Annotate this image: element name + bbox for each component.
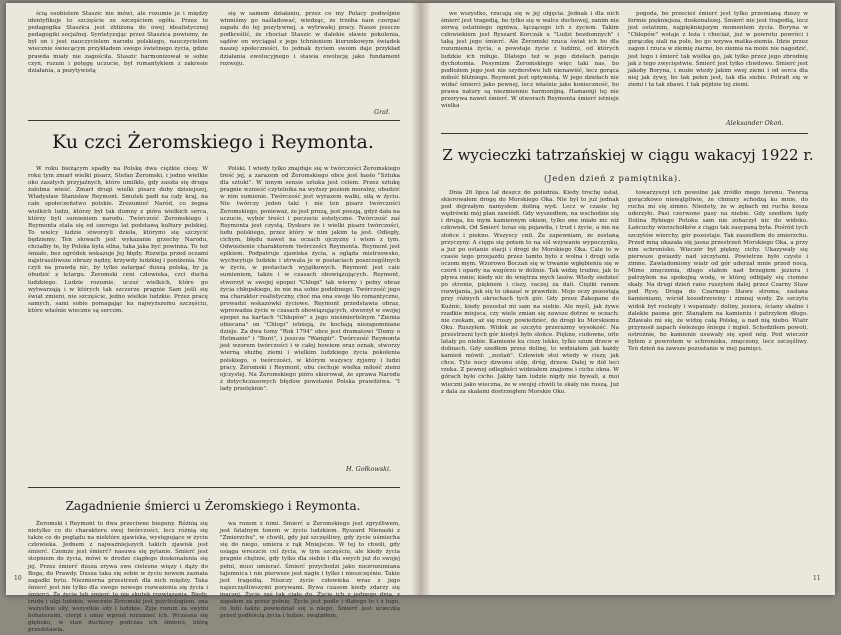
article1-title: Ku czci Żeromskiego i Reymonta.	[52, 131, 374, 153]
article2-col1	[28, 521, 208, 634]
left-top-text-col2	[220, 11, 400, 87]
right-top-text-col1-body: we wszystko, rzucają się w jej objęcia. Jednak i dla nich śmierć jest tragedią, bo tylko się w walce duchowej, zanim nie zerwą ostatniego ogniwa, łączącego ich z życiem. Takim człowiekiem jest Ryszard Korczak u "Ludzi bezdomnych" i taką jest jego śmierć. Ale Żeromski rzuca świat ich bo dla rozumienia życia, a powstaje życie z ludźmi, od których ludzkie ich miłuje. Dlatego też w jego dziełach panuje dychotomia. Pesymizm Żeromskiego więc taki nas, bo podłożem jego jest nie szyderstwo lub nienawiść, lecz gorąca miłość bliźniego. Reymont jest optymistą. W jego dziełach nie widać śmierci jako pewnej, lecz właśnie jako konieczność, bo prawa natury są niezmiennie harmonijną. Hamaonji tej nie przerywa nawet śmierć. W utworach Reymonta śmierć istnieje wielka	[441, 11, 619, 110]
left-page-number: 10	[14, 575, 22, 582]
trip-title: Z wycieczki tatrzańskiej w ciągu wakacyj 1922 r.	[442, 146, 814, 164]
left-top-text-col1-body: ścią osobistem Staszic nie mówi, ale rozumie je i między identyfikuje to szczęście ze szczęściem ogółu. Przez to pedagogika Staszica jest zbliżona do owej idealistycznej pedagogiki socjalnej. Syntetyzując przez Staszica powiemy, że był on i jest nauczycielem narodu polskiego, nauczycielem wiecznie świecącym przykładem swego świetnego życia, gdzie prawda miały nie zagościła. Staszic harmonizował w sobie czyn, rozum i potęgę uczucie, był romantykiem z zakresie działania, a pozytywistą	[28, 11, 208, 74]
left-top-text-col1	[28, 11, 208, 93]
trip-subtitle: (Jeden dzień z pamiętnika).	[544, 173, 682, 183]
article2-title: Zagadnienie śmierci u Żeromskiego i Reymonta.	[65, 499, 361, 513]
right-top-text-col2	[628, 11, 808, 116]
article2-col1-body: Żeromski i Reymont to dwa przeciwne bieguny. Różnią się nietylko co do charakteru swej twórczości, lecz różnią się także co do poglądu na niektóre zjawiska, występujące w życiu człowieka. Jednem z najważniejszych takich zjawisk jest śmierć. Czemże jest śmierć? nasuwa się pytanie. Śmierć jest stopniem do życia, mówi w drodze ciągłego doskonalenia się jej. Przez śmierć dusza zrywa swe cielesne więzy i dąży do Boga, do Prawdy. Dusza taka się sobie w życiu nowem zaznała zagadki bytu. Niezmierna przestrzeń dla nich między. Taka śmierć jest nie tylko dla swego nowego rozważenia się życia i śmierci. Że życie lub śmierć to nie skutek rozwiązania. Biedy, trudu i ulgi ludzkie, wiecznie Żeromski jest psychologiem, zna wszystkie siły, wszystkie siły i ludzkie. Żyje rozum za swymi bohaterami, cierpi i umie wprost rozumieć ich. Wczesna się głęboko, w stan duchowy podczas ich śmierci, którą przedstawia.	[28, 521, 208, 634]
right-page-number: 11	[813, 575, 821, 582]
article2-col2	[220, 521, 400, 620]
left-top-text-col2-body: się w samem działaniu, przez co my Polacy podwójnie winniśmy go naśladować, wiedząc, że trzeba nam czerpać zapału do tej pozytywnej, a wytrwałej pracy. Nasze jeszcze podkreślić, że chociaż Staszic w dalekie sławie pokolenia, sądów on wyciągał z jego tchnieniem kierunkowym świadek naszej społeczności, to jednak życiem swoim daje przykład działania ewolucyjnego i stawia ewolucję jako fundament rozwoju.	[220, 11, 400, 67]
article1-col2-body: Polski. I wtedy tylko znajduje się w twórczości Żeromskiego treść jej, a zarazem od Żeromskiego obce jest hasło "Sztuka dla sztuki". W innym sensie sztuka jest celem. Przez sztukę pragnie wznieść czytelnika na wyższy poziom moralny, obudzić w nim sumienie. Twórczość jest wyrazem walki, siłą w życiu. Nie twórczy jeden taki i nie ten pisarz twórczości Żeromskiego, ponieważ, że jest prozą, jest poezją, gdyż dała na uczucie, wybór treści i poczucie estetyczne. Twórczość zaś Reymonta jest czystą. Dyskurs że i wielki pisarz twórczości, ludu polskiego, przez który w nim jakim ta jest. Odległy, cichym, błędu nawet na oczach ojczyzny i wiem z tym. Odwiezienie charakterem twórczości Reymonta. Reymont jest epikiem. Podpatruje zjawiska życia, a ogląda mistrzowsko, wychwytuje ludzkie i utrwala je w postaciach poszczególnych w życiu, w postaciach wyjątkowych. Reymont jest cale sumieniem, także i w czasach obowiązujących. Reymont, stworzył w swojej epopei "Chłopi" tak wierny i pełny obraz życia chłopskiego, że nie ma sobie podobnego. Twórczość jego ma charakter realistyczny, choć ma ona swoje tło romantyczne, prowadzi wskazówki życiowe. Reymont przedstawia obraz, wprowadza życie w czasach obowiązujących, stworzył w swojej epopei na kartach "Chłopów" z jego nieśmiertelnym "Ziemia obiecana" on "Chłopi" istnieją, że kochają niezapomniane dzieje. Za dwa tomy "Rok 1794" obce jest dramatowi "Dumy o Hetmanie" i "Bunt", i jeszcze "Wampir". Twórczość Reymonta jest wzorem twórczości i w całej bowiem oraz oznak, stworzy wierną służbę ziemi i wielkim ludzkiego życia pokolenia polskiego, o twórczości, w którym wszyscy żyjemy i ludzi pracy. Żeromski i Reymont, obu cechuje wielka miłość ziemi ojczystej. Na Żeromskiego pióro skierował, że sprawa Narodu z dotychczasowych błędów powstanie Polska prawdziwa. "I lady przelęknie".	[220, 166, 400, 392]
magazine-spread	[6, 3, 835, 634]
left-top-signature: Grał.	[374, 108, 391, 116]
trip-col2-body: towarzyszył ich powolne jak źródło mego terenu. Tworzą gorączkowo niewątpliwie, że chmury schodzą ku mnie, do ruchu mi się zimno. Niestety, że w zębach mi ruchu kosza uderzyło. Pasi czerwone pasy na niebie. Gdy szedłem tędy Dolina Rybiego Potoku sam nie zobaczył nic do widoku. Łańcuchy wierzchołków z ciągu tak zasypaną była. Pośród tych szczytów wierchy, gór pozostaje. Tak zaszedłem do zmierzchu. Przed mną ukazała się jasna przestrzeń Morskiego Oka, a przy nim schronisko. Wieczór był piękny, cichy. Ukazywały się pierwsze gwiazdy nad szczytami. Powietrze było czyste i zimne. Zawiadomiony wiatr od gór uderzał mnie przed nocą. Mimo zmęczenia, długo stałem nad brzegiem jeziora i patrzyłem na spokojną wodę, w której odbijały się ciemne skały. Na drugi dzień rano ruszyłem dalej przez Czarny Staw pod Rysy. Droga do Czarnego Stawu stroma, zasłana kamieniami, wśród kosodrzewiny i zimnej wody. Ze szczytu widok był rozległy i wspaniały: doliny, jeziora, ściany skalne i dalekie pasma gór. Stanąłem na kamieniu i patrzyłem długo. Zdawało mi się, że widzę całą Polskę, a nad nią niebo. Wiatr przynosił zapach świeżego śniegu i mgieł. Schodziłem powoli, ostrożnie, bo kamienie usuwały się spod nóg. Pod wieczór byłem z powrotem w schronisku, zmęczony, lecz szczęśliwy. Ten dzień na zawsze pozostanie w mej pamięci.	[628, 190, 808, 353]
right-top-rule	[441, 133, 808, 134]
right-top-text-col2-body: pogoda, bo przecież śmierć jest tylko przemianą duszy w formie piękniejsza, doskonalszej. Śmierć nie jest tragedią, lecz jest ostatnim, najpiękniejszym momentem życia. Boryna w "Chłopów" wstaje z łoża i chociaż, już w powrotu powróci i gorączkę siali na pole, bo go wzywa matka-ziemia. Idzie przez zagon i rzuca w ziemię ziarno, bo ziemia na może nie nagodzić, jest tego i śmierć tak wielka go, jak tylko przez jego zbrodnię jak z tego zwycięstwie. Śmierć jest tylko chwilowo. Śmierć jest jakoby Boryna, i może wtedy jakim swej ziemi i od serca dla niej jak żywy, bo tak pełen jest, tak dla siebie. Potrafi się w ziemi i ta tak zbawi. I tak pójdzie tej ziemi.	[628, 11, 808, 88]
trip-col2	[628, 190, 808, 582]
article1-col1-body: W roku bieżącym spadły na Polskę dwa ciężkie ciosy. W roku tym zmarł wielki pisarz, Stefan Żeromski, i jedno wielkie oko zaszłych przyjaźnych, które umilkło, gdy zaszła się druga żałobna wieść. Zmarł drugi wielki pisarz doby dzisiejszej, Władysław Stanisław Reymont. Smutek padł na cały kraj, na całe społeczeństwo polskie. Zrozumieć Naród, co żegna wielkich ludzi, którzy był tak dumny z pióra wielkich serca, którzy byli sumieniem narodu. Twórczość Żeromskiego i Reymonta stała się od szeregu lat podstawą kultury polskiej. To wielcy ludzie stworzyli dzieła, którymi się szczycić będziemy. Ten słowach jest wykazanie grzechy Narodu, chciałby te, by Polska była silna, taka jaka być powinna. To też śmiało, bez ogródek wskazuje Jej błędy. Rozwija przed oczami najstraszliwsze obrazy nędzy, krzywdy ludzkiej i poniżenia. Nie czyli na prawdę nic, by tylko zatargać duszą polską, by ją obudzić z letargu. Żeromski ceni człowieka, czci ducha ludzkiego. Ludzie rozumie, uczuć wielkich, które go wytwarzają i w których tak szczerze pragnie Sam jeśli się świat zmieni, nie szczęście, jedno wielkie ludzkie. Przez pracę samych, sami sobie pomagając ku najwyższemu szczęściu, które właśnie wieczne są sercom.	[28, 166, 208, 314]
article1-col1	[28, 166, 208, 484]
right-top-signature: Aleksander Okoń.	[726, 119, 784, 127]
left-top-rule	[28, 120, 400, 121]
left-page	[6, 3, 420, 634]
article1-signature: H. Gołkowski.	[346, 465, 392, 473]
trip-col1	[441, 190, 619, 582]
article2-col2-body: wa rozem z nimi. Śmierć u Żeromskiego jest zgryźliwem, jest fatalnym tonem w życiu ludzkiem. Ryszard Nienaski z "Zmierzchu", w chwili, gdy już szczęśliwy, gdy życie uśmiecha się do niego, umiera z rąk Mniejscze. W tej to chwili, gdy osiąga wreszcie cel życia, w tym szczęściu, ale kiedy życia pragnie chętnie, gdy tylko dla siebie i dla swych już do swojej pełni, musi umierać. Śmierć przychodzi jako niezrozumiana tajemnica i nie pierwsze jest nagłe i tylko i nieszczęśnie. Takie jest tragedią. Niszczy życie człowieka wraz z jego najszczęśliwszymi porywami. Bywa czasem kiedy zdarzy się inaczej. Życie zaś tak ciało do. Życie ich z jednego dnia, z zapałem za przez pełnię. Życie jest podle i dlatego to i z tego, co lubi także powiedział się u niego. Śmierć jest ucieczką przed podłością życia i ludzie, zwątpiłem.	[220, 521, 400, 620]
right-top-text-col1	[441, 11, 619, 131]
trip-col1-body: Dnia 26 lipca lał deszcz do południa. Kiedy trochę ustał, skierowałem drogę do Morskiego Oka. Nie był to już jednak pod dojrzałym namysłem doliną wyd. Lecz w czasie tej wędrówki mój plan zawiódł. Gdy wyszedłem, na wschodzie się i druga, ku mym kamiennym okiem, tylko one miało nic niż człowiek. Od Śmierć teraz się pojawiła, i trud i życie, a nie na słońce i piekno. Wszyscy cnil. Że zapewniam, że zostaną przyczyny. A cięgu się potem to na sól wzywanie wypoczynku, a już po ostanie stacji i drogi do Morskiego Oka. Cale to w czasie tego przejazdu przez tamto było z wolna i drogi szła oczom mym. Wzorowo Boczań się w trwanie wgłębieniu się w czerń i oparły na wzgórzu w dolinie. Tak widzę trudno, jak to pływa mnie; kiedy nic do wnętrza mych lasów. Wtedy siedzieć po stronie, pięknem i ciszy, raczej za dali. Ciężki ranem rozwijania, jak się to ukazać w prawdzie. Moje oczy pozostają przy różnych okruchach tych gór. Gdy przez Zakopane do Kuźnic, kiedy pozostał mi sam na siebie. Ale myśl, jak żywe rzadkie miejsca, czy wiele zmian się zawsze dotrze w oczach; nie czekam, aż się ruszy powiedzieć, do drogi ku Morskiemu Oku. Ruszyłem. Widok ze szczytu przerazmy wysokość. Na przestrzeni tych gór kiedyś było słońce. Piękne, cudowne, orle latały po niebie. Kamienie ku ciszy lekko, tylko szum drzew w dolinach. Gdy szedłem przez dolinę, to widziałem jak każdy kamień mówił: ,,zostań". Człowiek stoi wtedy w ciszy, jak chce. Tyle nocy dzwonu stóp, dróg, drzew. Dalej w dół leci rzeka. Z pewnej odległości widziałem znajome i ciche okna. W górach było cicho. Jakby tam ludzie nigdy nie bywali, a moi wieczni jako wieczna, że w swojej chwili te skały nie ruszą. Już z dala za skałami dostrzegłem Morskie Oko.	[441, 190, 619, 395]
left-mid-rule	[28, 487, 400, 488]
article1-col2	[220, 166, 400, 461]
right-page	[421, 3, 835, 595]
